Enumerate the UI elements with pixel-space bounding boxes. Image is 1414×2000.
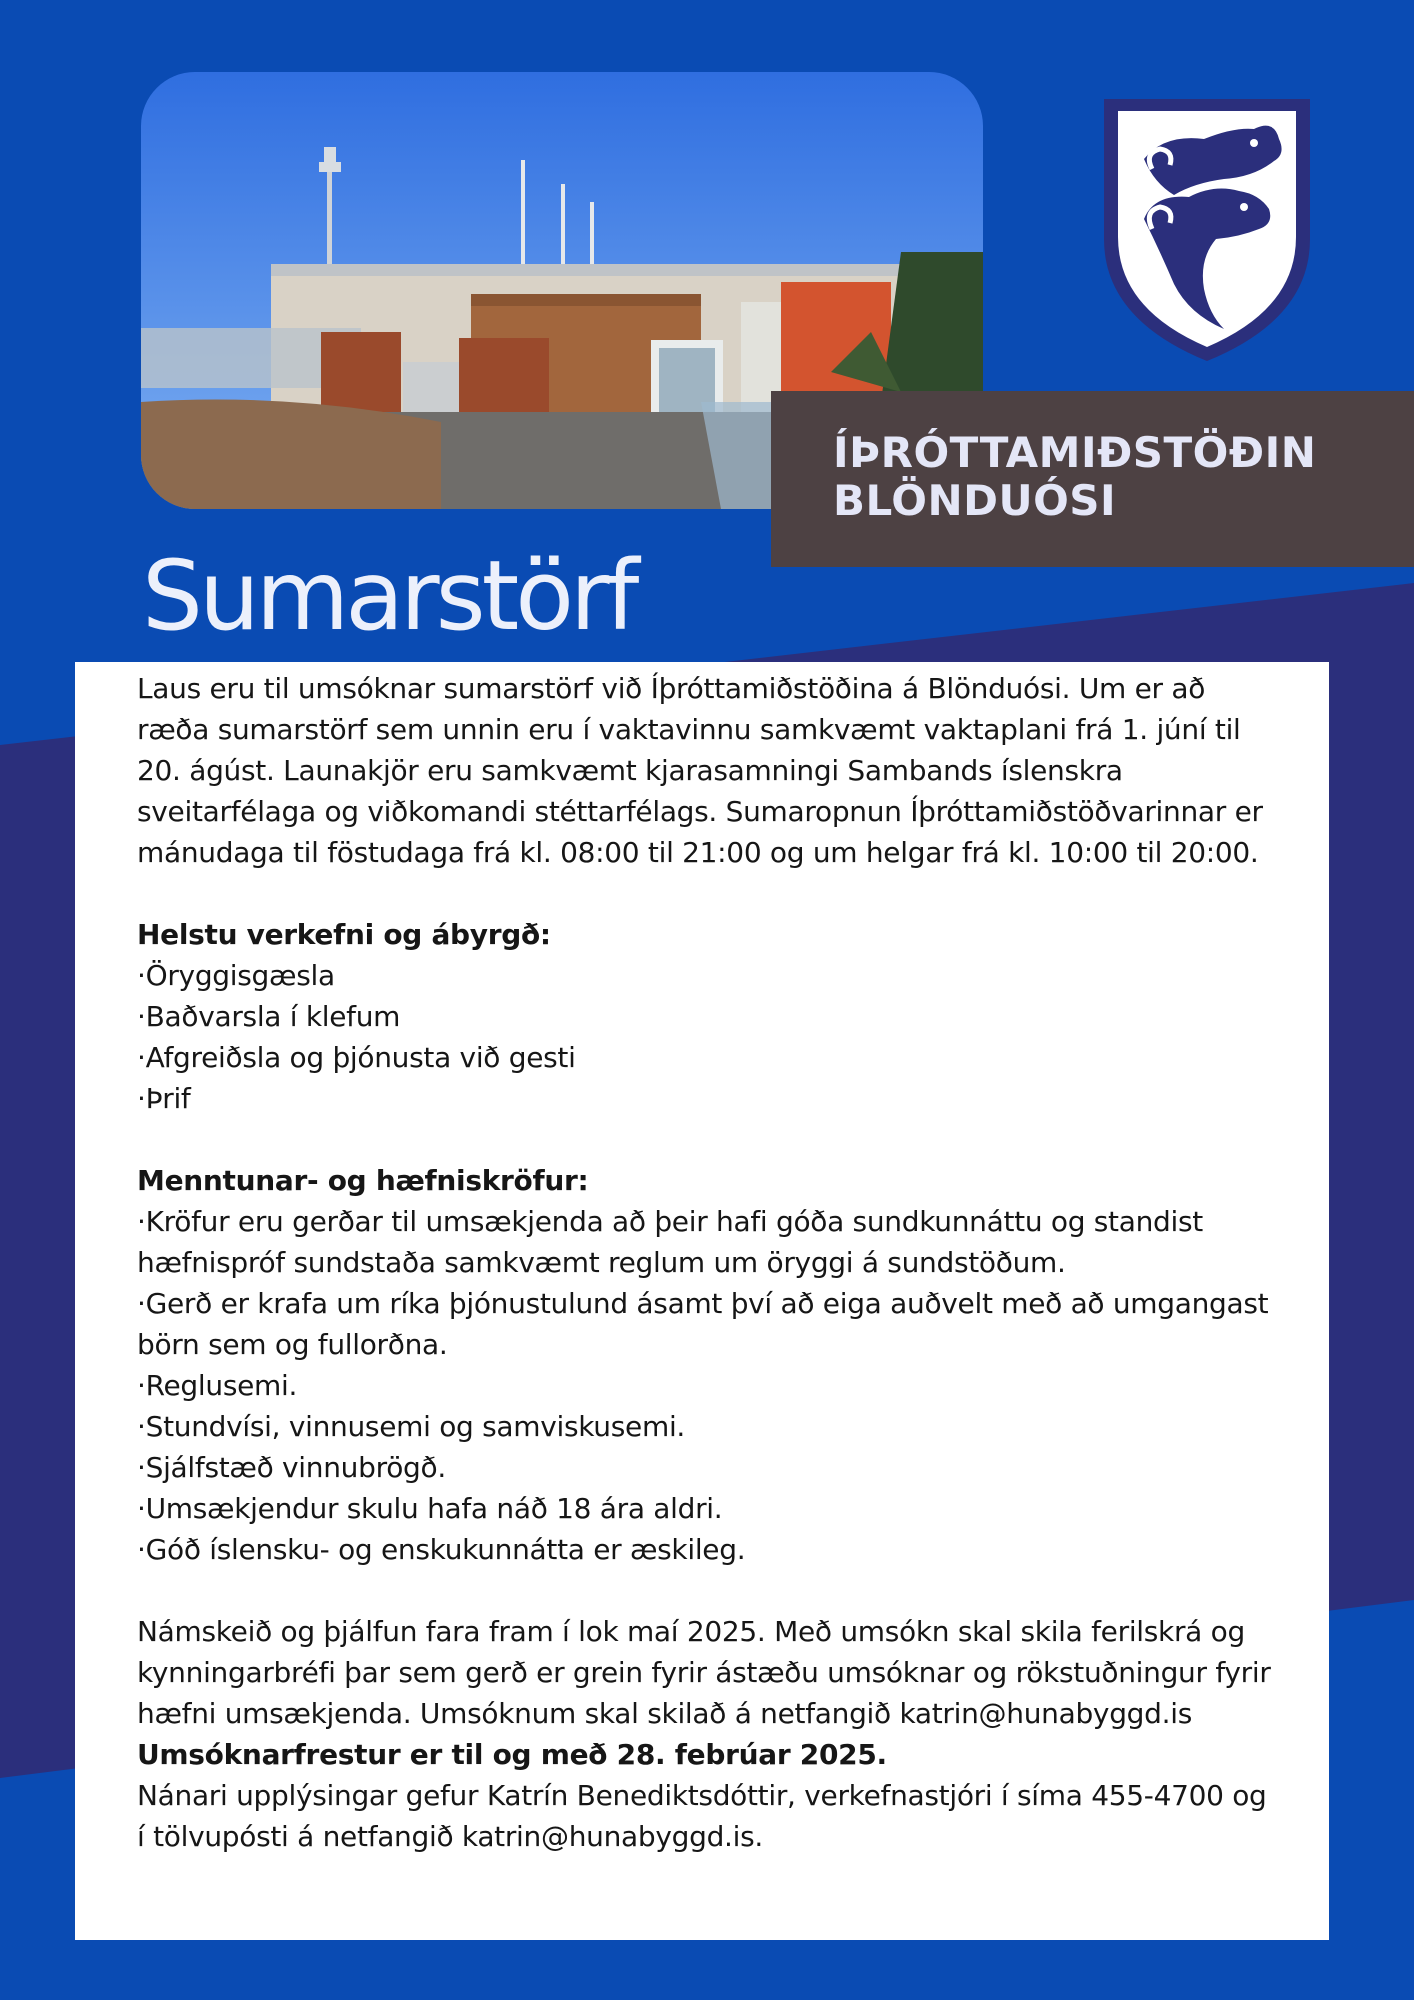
- page-title: Sumarstörf: [142, 540, 636, 652]
- spacer: [137, 1119, 1279, 1160]
- duty-item: ·Afgreiðsla og þjónusta við gesti: [137, 1041, 576, 1074]
- requirement-item: ·Góð íslensku- og enskukunnátta er æskileg.: [137, 1533, 746, 1566]
- polar-bear-crest-icon: [1104, 99, 1310, 361]
- organization-name-box: [771, 391, 1414, 567]
- application-deadline: Umsóknarfrestur er til og með 28. febrúar 2025.: [137, 1738, 887, 1771]
- duty-item: ·Öryggisgæsla: [137, 959, 335, 992]
- intro-paragraph: Laus eru til umsóknar sumarstörf við Íþróttamiðstöðina á Blönduósi. Um er að ræða sumarstörf sem unnin eru í vaktavinnu samkvæmt vaktaplani frá 1. júní til 20. ágúst. Launakjör eru samkvæmt kjarasamningi Sambands íslenskra sveitarfélaga og viðkomandi stéttarfélags. Sumaropnun Íþróttamiðstöðvarinnar er mánudaga til föstudaga frá kl. 08:00 til 21:00 og um helgar frá kl. 10:00 til 20:00.: [137, 672, 1263, 869]
- requirement-item: ·Umsækjendur skulu hafa náð 18 ára aldri.: [137, 1492, 723, 1525]
- requirement-item: ·Gerð er krafa um ríka þjónustulund ásamt því að eiga auðvelt með að umgangast börn sem og fullorðna.: [137, 1287, 1269, 1361]
- application-paragraph: Námskeið og þjálfun fara fram í lok maí 2025. Með umsókn skal skila ferilskrá og kynningarbréfi þar sem gerð er grein fyrir ástæðu umsóknar og rökstuðningur fyrir hæfni umsækjenda. Umsóknum skal skilað á netfangið katrin@hunabyggd.is: [137, 1615, 1271, 1730]
- duty-item: ·Baðvarsla í klefum: [137, 1000, 401, 1033]
- spacer: [137, 873, 1279, 914]
- requirement-item: ·Kröfur eru gerðar til umsækjenda að þeir hafi góða sundkunnáttu og standist hæfnispróf sundstaða samkvæmt reglum um öryggi á sundstöðum.: [137, 1205, 1203, 1279]
- contact-paragraph: Nánari upplýsingar gefur Katrín Benediktsdóttir, verkefnastjóri í síma 455-4700 og í tölvupósti á netfangið katrin@hunabyggd.is.: [137, 1779, 1267, 1853]
- content-card: [75, 662, 1329, 1940]
- organization-name-line2: BLÖNDUÓSI: [833, 476, 1117, 525]
- requirement-item: ·Stundvísi, vinnusemi og samviskusemi.: [137, 1410, 686, 1443]
- requirements-heading: Menntunar- og hæfniskröfur:: [137, 1164, 589, 1197]
- organization-name-line1: ÍÞRÓTTAMIÐSTÖÐIN: [833, 428, 1317, 477]
- duties-heading: Helstu verkefni og ábyrgð:: [137, 918, 551, 951]
- requirement-item: ·Sjálfstæð vinnubrögð.: [137, 1451, 446, 1484]
- duty-item: ·Þrif: [137, 1082, 191, 1115]
- requirement-item: ·Reglusemi.: [137, 1369, 298, 1402]
- spacer: [137, 1570, 1279, 1611]
